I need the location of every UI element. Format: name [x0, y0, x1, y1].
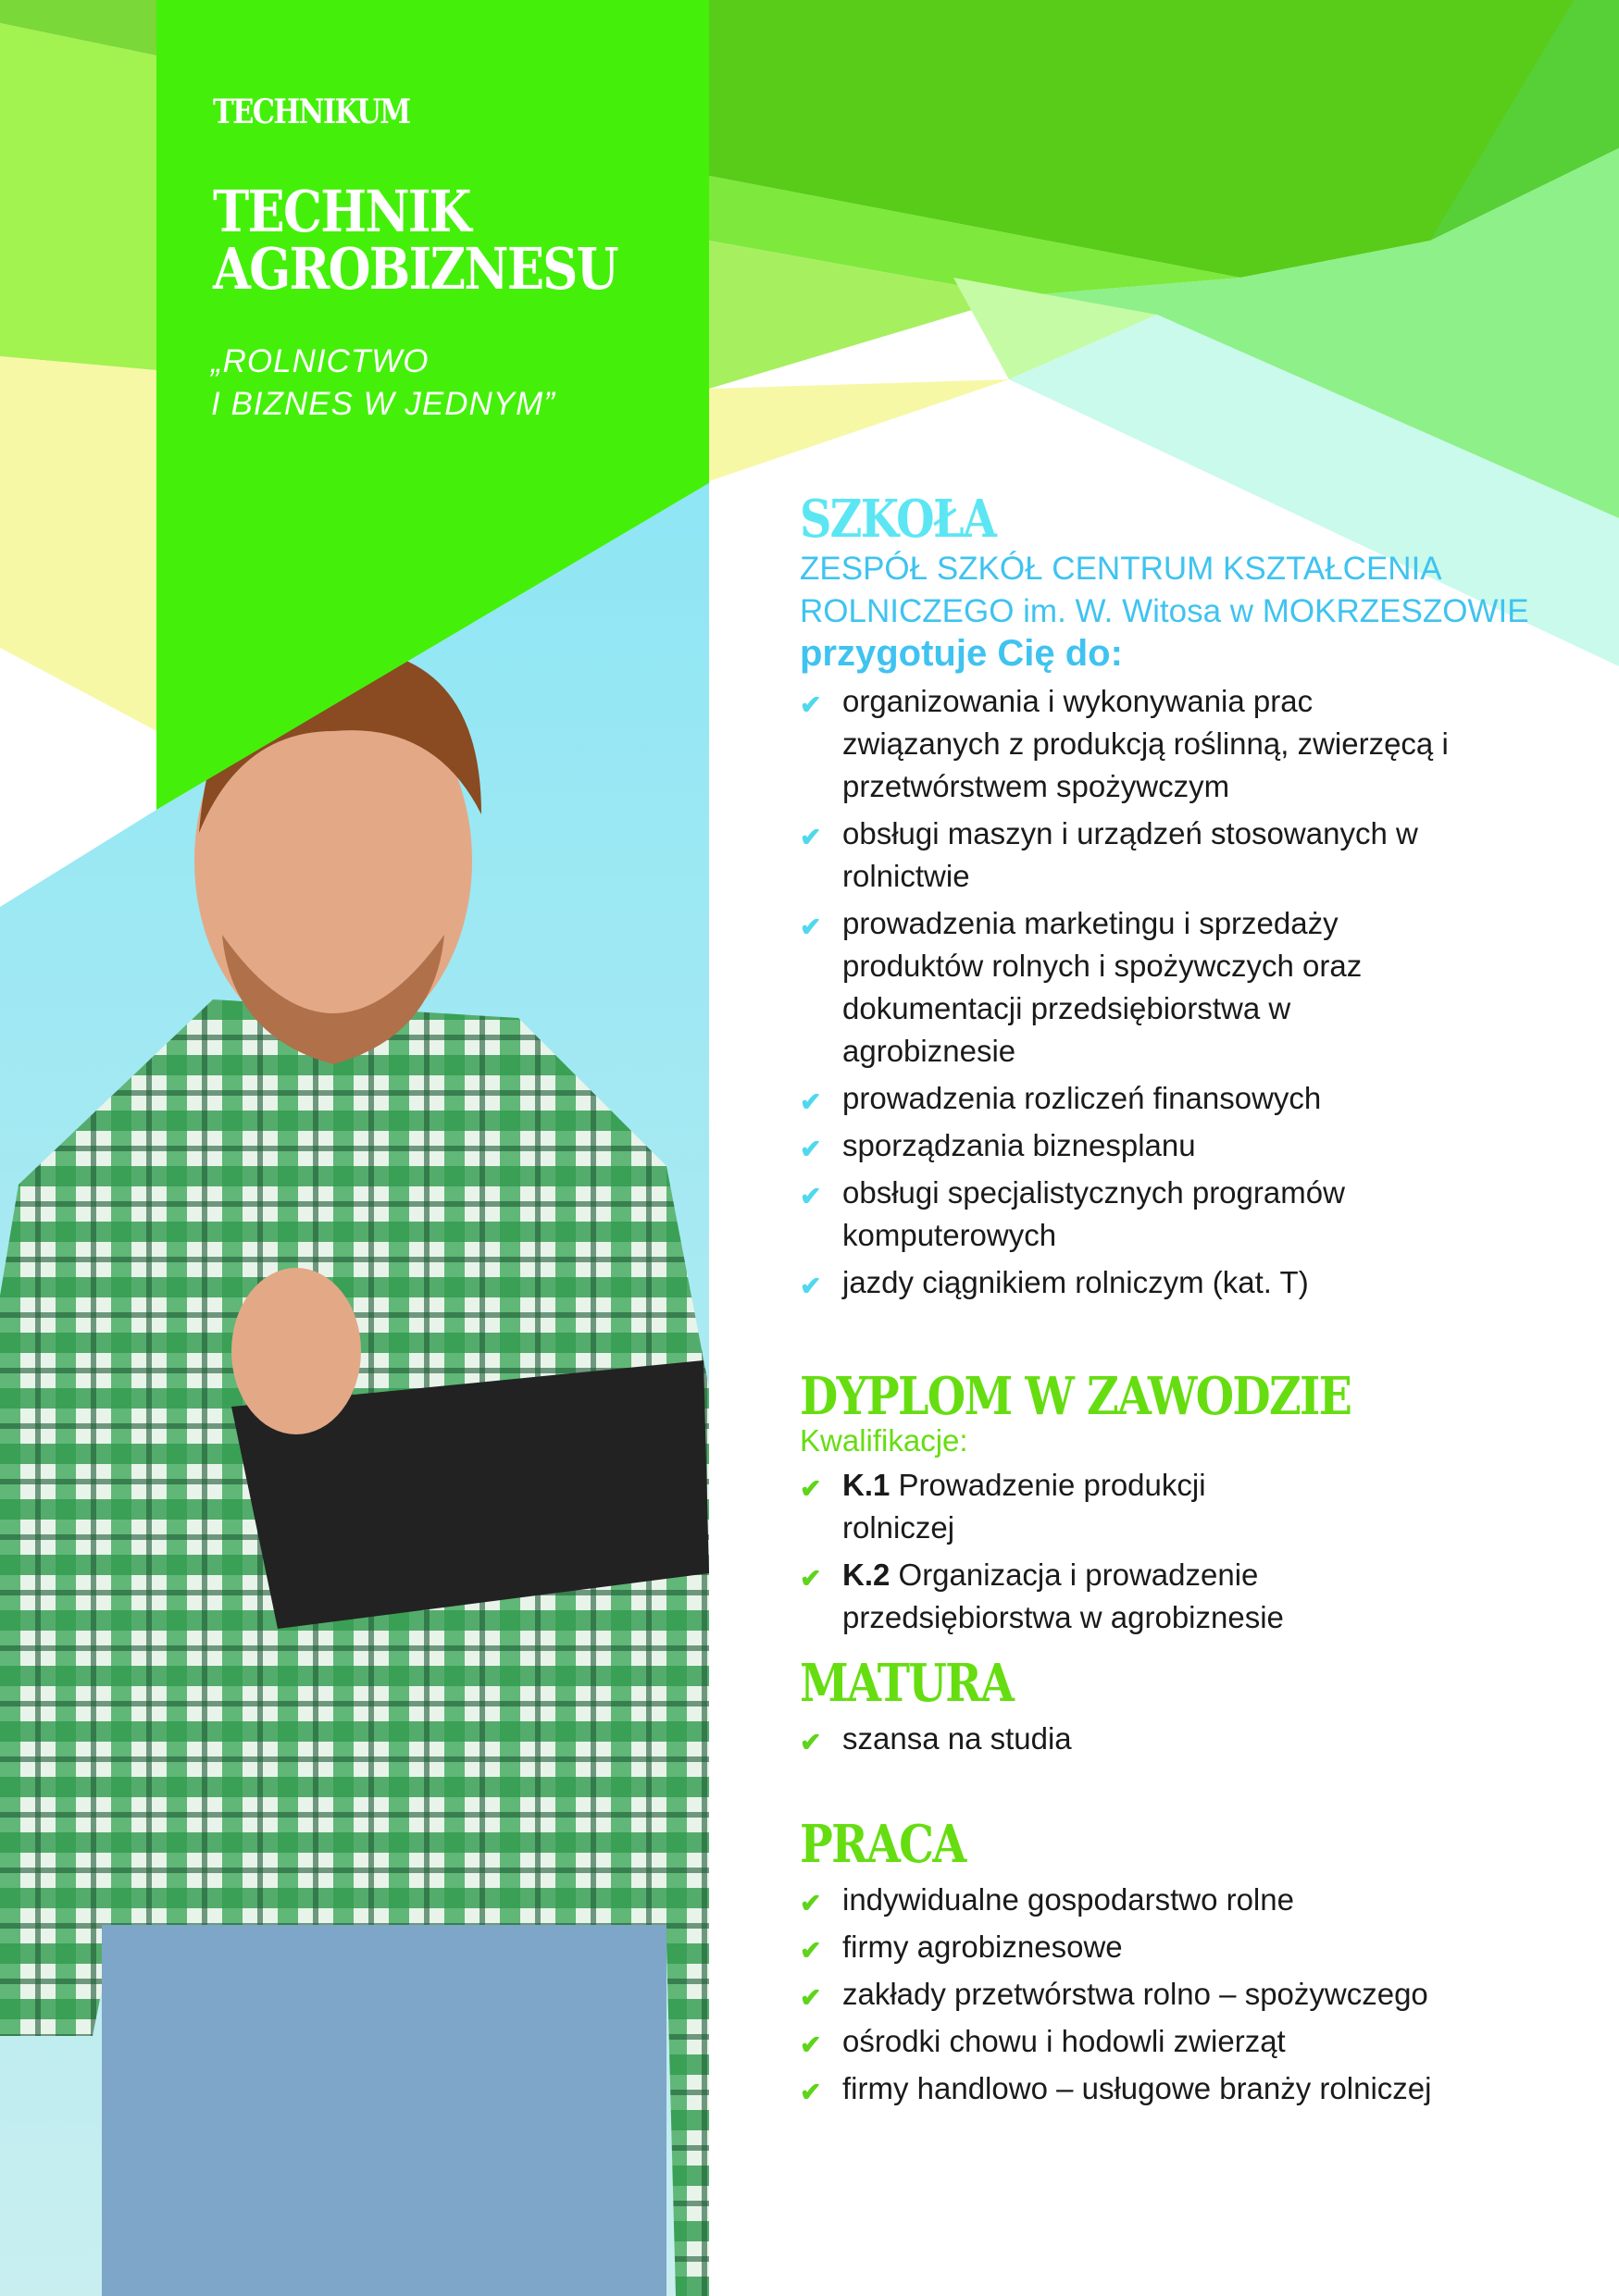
qualification-text: Organizacja i prowadzenie przedsiębiorstwa w agrobiznesie [842, 1558, 1284, 1634]
list-item [800, 1172, 1466, 1257]
matura-heading: MATURA [800, 1653, 1014, 1714]
list-item [800, 2067, 1559, 2110]
title-line: TECHNIK [213, 178, 470, 245]
list-item [800, 813, 1466, 898]
slogan-line: „ROLNICTWO [211, 343, 430, 379]
check-icon: ✔ [800, 1272, 822, 1300]
school-name-line: ROLNICZEGO im. W. Witosa w MOKRZESZOWIE [800, 593, 1529, 629]
check-icon: ✔ [800, 912, 822, 941]
check-icon: ✔ [800, 690, 822, 719]
qualification-text: Prowadzenie produkcji rolniczej [842, 1468, 1206, 1545]
list-item [800, 1261, 1466, 1304]
list-item [800, 2020, 1559, 2063]
title-line: AGROBIZNESU [213, 235, 617, 303]
item-text: indywidualne gospodarstwo rolne [842, 1882, 1294, 1917]
item-text: ośrodki chowu i hodowli zwierząt [842, 2024, 1286, 2058]
list-item [800, 1879, 1559, 1921]
qualifications-list [800, 1464, 1318, 1639]
list-item [800, 1718, 1587, 1760]
check-icon: ✔ [800, 1564, 822, 1593]
check-icon: ✔ [800, 1474, 822, 1503]
school-name-line: ZESPÓŁ SZKÓŁ CENTRUM KSZTAŁCENIA [800, 551, 1442, 587]
slogan-line: I BIZNES W JEDNYM” [211, 386, 555, 422]
list-item [800, 1973, 1559, 2016]
item-text: prowadzenia rozliczeń finansowych [842, 1081, 1322, 1115]
work-list [800, 1879, 1559, 2110]
slogan [211, 341, 555, 426]
list-item [800, 1077, 1466, 1120]
qualification-code: K.2 [842, 1558, 890, 1592]
item-text: obsługi maszyn i urządzeń stosowanych w rolnictwie [842, 816, 1418, 893]
school-lead: przygotuje Cię do: [800, 633, 1123, 674]
check-icon: ✔ [800, 1889, 822, 1917]
check-icon: ✔ [800, 823, 822, 851]
check-icon: ✔ [800, 1182, 822, 1210]
check-icon: ✔ [800, 1087, 822, 1116]
list-item [800, 1464, 1318, 1549]
qualifications-label: Kwalifikacje: [800, 1423, 968, 1458]
check-icon: ✔ [800, 1983, 822, 2012]
school-section [800, 489, 1587, 1309]
item-text: firmy handlowo – usługowe branży rolniczej [842, 2071, 1432, 2105]
item-text: szansa na studia [842, 1721, 1072, 1756]
list-item [800, 1926, 1559, 1968]
profession-title [213, 178, 617, 303]
work-section [800, 1814, 1587, 2115]
item-text: firmy agrobiznesowe [842, 1930, 1123, 1964]
school-type-label: TECHNIKUM [213, 93, 410, 131]
check-icon: ✔ [800, 1728, 822, 1756]
item-text: obsługi specjalistycznych programów komputerowych [842, 1175, 1345, 1252]
diploma-heading: DYPLOM W ZAWODZIE [800, 1366, 1351, 1427]
item-text: zakłady przetwórstwa rolno – spożywczego [842, 1977, 1428, 2011]
work-heading: PRACA [800, 1814, 965, 1875]
item-text: sporządzania biznesplanu [842, 1128, 1196, 1162]
check-icon: ✔ [800, 2078, 822, 2106]
matura-list [800, 1718, 1587, 1760]
item-text: prowadzenia marketingu i sprzedaży produktów rolnych i spożywczych oraz dokumentacji przedsiębiorstwa w agrobiznesie [842, 906, 1363, 1068]
list-item [800, 1124, 1466, 1167]
qualification-code: K.1 [842, 1468, 890, 1502]
list-item [800, 1554, 1318, 1639]
item-text: jazdy ciągnikiem rolniczym (kat. T) [842, 1265, 1309, 1299]
list-item [800, 680, 1466, 808]
check-icon: ✔ [800, 1135, 822, 1163]
check-icon: ✔ [800, 2030, 822, 2059]
skills-list [800, 680, 1466, 1304]
matura-section [800, 1653, 1587, 1765]
list-item [800, 902, 1466, 1073]
item-text: organizowania i wykonywania prac związanych z produkcją roślinną, zwierzęcą i przetwórstwem spożywczym [842, 684, 1449, 803]
school-heading: SZKOŁA [800, 489, 996, 550]
check-icon: ✔ [800, 1936, 822, 1965]
diploma-section [800, 1366, 1587, 1644]
